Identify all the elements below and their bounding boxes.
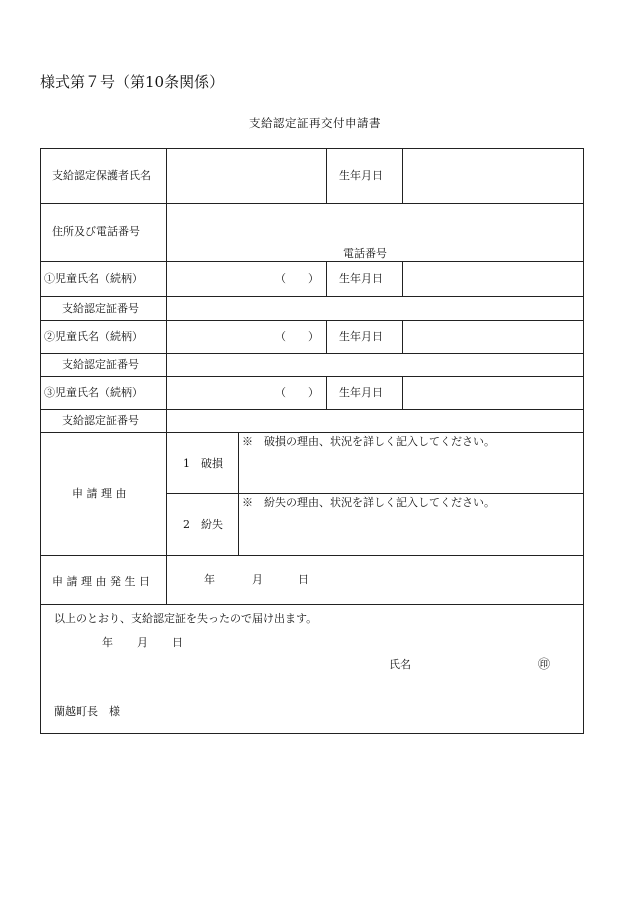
applicant-name-label: 氏名 (389, 658, 411, 671)
child2-relation-parens: （ ） (275, 330, 319, 343)
declaration-date-year: 年 (102, 636, 113, 649)
declaration-text: 以上のとおり、支給認定証を失ったので届け出ます。 (54, 612, 318, 625)
seal-mark: ㊞ (538, 657, 551, 671)
child1-name-label: ①児童氏名（続柄） (44, 272, 143, 285)
reason-loss-label: 2 紛失 (183, 518, 223, 531)
reason-damage-note: ※ 破損の理由、状況を詳しく記入してください。 (242, 435, 495, 448)
declaration-date-day: 日 (172, 636, 183, 649)
reason-label: 申 請 理 由 (72, 487, 127, 500)
document-title: 支給認定証再交付申請書 (249, 116, 381, 130)
guardian-name-label: 支給認定保護者氏名 (52, 169, 151, 182)
child2-birthdate-label: 生年月日 (339, 330, 383, 343)
declaration-date-month: 月 (137, 636, 148, 649)
child2-cert-number-label: 支給認定証番号 (62, 358, 139, 371)
reason-loss-note: ※ 紛失の理由、状況を詳しく記入してください。 (242, 496, 495, 509)
child1-relation-parens: （ ） (275, 272, 319, 285)
reason-date-label: 申 請 理 由 発 生 日 (52, 575, 150, 588)
child3-birthdate-label: 生年月日 (339, 386, 383, 399)
reason-damage-label: 1 破損 (183, 457, 223, 470)
child3-relation-parens: （ ） (275, 386, 319, 399)
child3-name-label: ③児童氏名（続柄） (44, 386, 143, 399)
address-phone-label: 住所及び電話番号 (52, 225, 140, 238)
guardian-birthdate-label: 生年月日 (339, 169, 383, 182)
reason-date-year: 年 (204, 573, 215, 586)
child1-birthdate-label: 生年月日 (339, 272, 383, 285)
addressee: 蘭越町長 様 (54, 705, 120, 718)
child2-name-label: ②児童氏名（続柄） (44, 330, 143, 343)
phone-label: 電話番号 (343, 247, 387, 260)
form-number-label: 様式第７号（第10条関係） (40, 73, 225, 91)
child3-cert-number-label: 支給認定証番号 (62, 414, 139, 427)
child1-cert-number-label: 支給認定証番号 (62, 302, 139, 315)
reason-date-day: 日 (298, 573, 309, 586)
reason-date-month: 月 (252, 573, 263, 586)
